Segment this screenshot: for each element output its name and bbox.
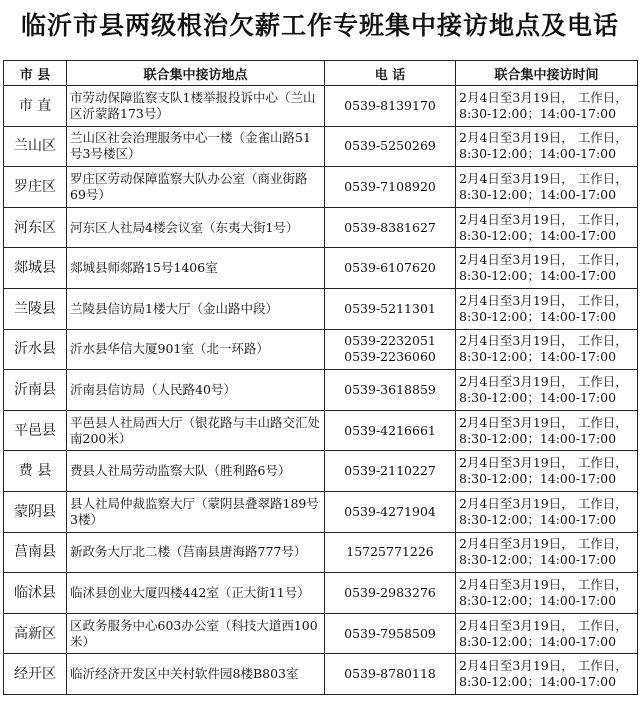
county-cell: 蒙阴县 — [4, 491, 67, 532]
table-row — [4, 613, 638, 654]
address-cell: 河东区人社局4楼会议室（东夷大街1号） — [67, 207, 325, 248]
time-line: 8:30-12:00；14:00-17:00 — [459, 511, 617, 527]
phone-number: 15725771226 — [346, 544, 434, 560]
phone-cell — [325, 370, 456, 411]
time-line: 8:30-12:00；14:00-17:00 — [459, 592, 617, 608]
address-cell: 区政务服务中心603办公室（科技大道西100米） — [67, 613, 325, 654]
phone-cell — [325, 288, 456, 329]
time-line: 2月4日至3月19日， 工作日， — [459, 252, 628, 268]
time-line: 8:30-12:00；14:00-17:00 — [459, 186, 617, 202]
time-line: 8:30-12:00；14:00-17:00 — [459, 308, 617, 324]
phone-number: 0539-4271904 — [344, 503, 436, 519]
county-cell: 临沭县 — [4, 573, 67, 614]
address-cell: 费县人社局劳动监察大队（胜利路6号） — [67, 451, 325, 492]
time-cell — [456, 613, 638, 654]
county-cell: 市 直 — [4, 86, 67, 127]
time-line: 2月4日至3月19日， 工作日， — [459, 414, 628, 430]
time-cell — [456, 167, 638, 208]
table-row — [4, 288, 638, 329]
header-address: 联合集中接访地点 — [67, 61, 325, 86]
table-row — [4, 248, 638, 289]
phone-number: 0539-2983276 — [344, 584, 436, 600]
address-cell: 郯城县师郯路15号1406室 — [67, 248, 325, 289]
county-cell: 兰山区 — [4, 126, 67, 167]
phone-number: 0539-7958509 — [344, 625, 436, 641]
table-row — [4, 126, 638, 167]
address-cell: 平邑县人社局西大厅（银花路与丰山路交汇处南200米） — [67, 410, 325, 451]
time-line: 2月4日至3月19日， 工作日， — [459, 536, 628, 552]
time-line: 2月4日至3月19日， 工作日， — [459, 576, 628, 592]
phone-number: 0539-7108920 — [344, 178, 436, 194]
phone-number: 0539-6107620 — [344, 260, 436, 276]
time-line: 8:30-12:00；14:00-17:00 — [459, 146, 617, 162]
address-cell: 兰山区社会治理服务中心一楼（金雀山路51号3号楼区） — [67, 126, 325, 167]
phone-cell — [325, 167, 456, 208]
time-cell — [456, 451, 638, 492]
phone-cell — [325, 86, 456, 127]
time-line: 8:30-12:00；14:00-17:00 — [459, 552, 617, 568]
time-cell — [456, 126, 638, 167]
phone-cell — [325, 654, 456, 695]
phone-cell — [325, 329, 456, 370]
time-cell — [456, 654, 638, 695]
time-line: 2月4日至3月19日， 工作日， — [459, 617, 628, 633]
address-cell: 沂南县信访局（人民路40号） — [67, 370, 325, 411]
phone-cell — [325, 126, 456, 167]
county-cell: 高新区 — [4, 613, 67, 654]
county-cell: 河东区 — [4, 207, 67, 248]
time-line: 8:30-12:00；14:00-17:00 — [459, 430, 617, 446]
address-cell: 市劳动保障监察支队1楼举报投诉中心（兰山区沂蒙路173号） — [67, 86, 325, 127]
address-cell: 沂水县华信大厦901室（北一环路） — [67, 329, 325, 370]
phone-number: 0539-8381627 — [344, 219, 436, 235]
county-cell: 费 县 — [4, 451, 67, 492]
county-cell: 平邑县 — [4, 410, 67, 451]
phone-cell — [325, 613, 456, 654]
phone-cell — [325, 248, 456, 289]
county-cell: 经开区 — [4, 654, 67, 695]
address-cell: 临沭县创业大厦四楼442室（正大街11号） — [67, 573, 325, 614]
time-line: 8:30-12:00；14:00-17:00 — [459, 227, 617, 243]
table-body — [4, 86, 638, 695]
contact-table — [3, 60, 638, 695]
address-cell: 县人社局仲裁监察大厅（蒙阴县叠翠路189号3楼） — [67, 491, 325, 532]
time-cell — [456, 573, 638, 614]
phone-number: 0539-5211301 — [344, 300, 436, 316]
phone-cell — [325, 410, 456, 451]
phone-cell — [325, 573, 456, 614]
phone-number: 0539-5250269 — [344, 138, 436, 154]
table-row — [4, 573, 638, 614]
time-line: 2月4日至3月19日， 工作日， — [459, 130, 628, 146]
table-row — [4, 167, 638, 208]
table-row — [4, 451, 638, 492]
time-line: 8:30-12:00；14:00-17:00 — [459, 105, 617, 121]
time-cell — [456, 370, 638, 411]
time-cell — [456, 532, 638, 573]
county-cell: 郯城县 — [4, 248, 67, 289]
phone-number: 0539-2232051 — [344, 333, 436, 349]
time-line: 8:30-12:00；14:00-17:00 — [459, 349, 617, 365]
time-line: 2月4日至3月19日， 工作日， — [459, 211, 628, 227]
phone-number: 0539-2110227 — [344, 463, 436, 479]
time-cell — [456, 86, 638, 127]
county-cell: 罗庄区 — [4, 167, 67, 208]
time-line: 8:30-12:00；14:00-17:00 — [459, 674, 617, 690]
time-cell — [456, 410, 638, 451]
table-row — [4, 329, 638, 370]
phone-cell — [325, 491, 456, 532]
table-row — [4, 532, 638, 573]
table-header-row — [4, 61, 638, 86]
phone-cell — [325, 207, 456, 248]
time-line: 2月4日至3月19日， 工作日， — [459, 89, 628, 105]
time-cell — [456, 207, 638, 248]
table-row — [4, 207, 638, 248]
header-phone: 电 话 — [325, 61, 456, 86]
county-cell: 沂南县 — [4, 370, 67, 411]
table-row — [4, 410, 638, 451]
time-cell — [456, 288, 638, 329]
time-line: 2月4日至3月19日， 工作日， — [459, 292, 628, 308]
time-line: 2月4日至3月19日， 工作日， — [459, 373, 628, 389]
phone-cell — [325, 532, 456, 573]
county-cell: 莒南县 — [4, 532, 67, 573]
time-line: 2月4日至3月19日， 工作日， — [459, 455, 628, 471]
phone-number: 0539-3618859 — [344, 381, 436, 397]
page-title: 临沂市县两级根治欠薪工作专班集中接访地点及电话 — [20, 11, 619, 40]
address-cell: 新政务大厅北二楼（莒南县唐海路777号） — [67, 532, 325, 573]
time-line: 2月4日至3月19日， 工作日， — [459, 170, 628, 186]
time-cell — [456, 248, 638, 289]
table-row — [4, 654, 638, 695]
county-cell: 兰陵县 — [4, 288, 67, 329]
time-line: 2月4日至3月19日， 工作日， — [459, 333, 628, 349]
phone-number: 0539-8780118 — [344, 666, 436, 682]
table-row — [4, 370, 638, 411]
time-line: 8:30-12:00；14:00-17:00 — [459, 268, 617, 284]
time-line: 8:30-12:00；14:00-17:00 — [459, 389, 617, 405]
time-line: 2月4日至3月19日， 工作日， — [459, 658, 628, 674]
address-cell: 兰陵县信访局1楼大厅（金山路中段） — [67, 288, 325, 329]
time-line: 8:30-12:00；14:00-17:00 — [459, 633, 617, 649]
phone-number: 0539-4216661 — [344, 422, 436, 438]
address-cell: 罗庄区劳动保障监察大队办公室（商业街路69号） — [67, 167, 325, 208]
header-county: 市 县 — [4, 61, 67, 86]
phone-number: 0539-2236060 — [344, 349, 436, 365]
address-cell: 临沂经济开发区中关村软件园8楼B803室 — [67, 654, 325, 695]
phone-number: 0539-8139170 — [344, 97, 436, 113]
phone-cell — [325, 451, 456, 492]
header-time: 联合集中接访时间 — [456, 61, 638, 86]
county-cell: 沂水县 — [4, 329, 67, 370]
time-line: 2月4日至3月19日， 工作日， — [459, 495, 628, 511]
table-row — [4, 86, 638, 127]
time-cell — [456, 491, 638, 532]
time-cell — [456, 329, 638, 370]
time-line: 8:30-12:00；14:00-17:00 — [459, 471, 617, 487]
table-row — [4, 491, 638, 532]
